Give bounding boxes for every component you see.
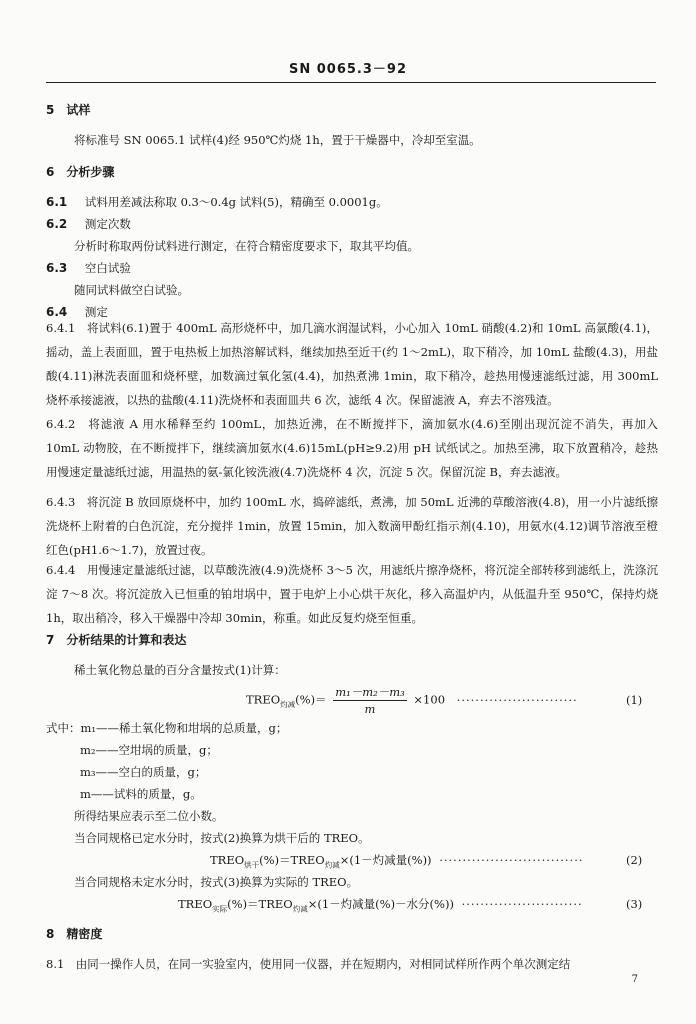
eq1-lhs: TREO (246, 692, 281, 707)
eq1-fraction (333, 684, 407, 717)
eq3-tail: ×(1－灼减量(%)－水分(%)) (307, 897, 454, 911)
equation-2 (210, 852, 584, 873)
clause-6-1 (46, 194, 388, 210)
equation-3 (178, 896, 583, 917)
clause-6-4-4: 6.4.4 用慢速定量滤纸过滤，以草酸洗液(4.9)洗烧杯 3～5 次，用滤纸片擦净烧杯，将沉淀全部转移到滤纸上，洗涤沉淀 7～8 次。将沉淀放入已恒重的铂坩埚中，置于电炉上小心烘干灰化，移入高温炉内，从低温升至 950℃，保持灼烧 1h，取出稍冷，移入干燥器中冷却 30min，称重。如此反复灼烧至恒重。 (46, 563, 658, 625)
eq1-label: (1) (626, 693, 643, 707)
definition-m3: m₃——空白的质量，g； (80, 765, 207, 779)
page-number: 7 (631, 974, 638, 985)
eq2-label: (2) (626, 853, 643, 867)
section-6-title: 6 分析步骤 (46, 165, 115, 179)
eq1-lhs-tail: (%)＝ (295, 692, 327, 707)
eq1-denominator: m (364, 702, 376, 716)
eq2-sub2: 灼减 (324, 860, 340, 870)
clause-6-4-2: 6.4.2 将滤液 A 用水稀释至约 100mL，加热近沸，在不断搅拌下，滴加氨水(4.6)至刚出现沉淀不消失，再加入 10mL 动物胶，在不断搅拌下，继续滴加氨水(4.6)15mL(pH≥9.2)用 pH 试纸试之。加热至沸，取下放置稍冷，趁热用慢速定量滤纸过滤，用温热的氨-氯化铵洗液(4.7)洗烧杯 4 次，沉淀 5 次。保留沉淀 B，弃去滤液。 (46, 417, 658, 479)
clause-6-2-title: 测定次数 (84, 217, 131, 231)
clause-6-4-1: 6.4.1 将试料(6.1)置于 400mL 高形烧杯中，加几滴水润湿试料，小心加入 10mL 硝酸(4.2)和 10mL 高氯酸(4.1)，摇动，盖上表面皿，置于电热板上加热溶解试料，继续加热至近干(约 1～2mL)，取下稍冷，加 10mL 盐酸(4.3)，用盐酸(4.11)淋洗表面皿和烧杯壁，加数滴过氧化氢(4.4)，加热煮沸 1min，取下稍冷，趁热用慢速滤纸过滤，用 300mL 烧杯承接滤液，以热的盐酸(4.11)洗烧杯和表面皿共 6 次，滤纸 4 次。保留滤液 A，弃去不溶残渣。 (46, 321, 658, 407)
eq1-tail: ×100 (413, 692, 446, 707)
eq2-sub1: 烘干 (244, 860, 260, 870)
eq3-leader: ·························· (461, 897, 583, 911)
definition-m: m——试料的质量，g。 (80, 787, 202, 801)
eq3-sub2: 灼减 (292, 904, 308, 914)
section-5-title: 5 试样 (46, 103, 91, 117)
section-7-text-3: 当合同规格未定水分时，按式(3)换算为实际的 TREO。 (74, 875, 359, 889)
eq3-mid: (%)＝TREO (227, 897, 293, 911)
eq1-leader: ·························· (456, 692, 578, 707)
eq3-sub1: 实际 (212, 904, 228, 914)
standard-header: SN 0065.3－92 (288, 62, 408, 77)
clause-6-1-number: 6.1 (46, 195, 68, 209)
section-7-title: 7 分析结果的计算和表达 (46, 633, 187, 647)
clause-6-1-text: 试料用差减法称取 0.3～0.4g 试料(5)，精确至 0.0001g。 (84, 195, 388, 209)
clause-6-2-text: 分析时称取两份试料进行测定，在符合精密度要求下，取其平均值。 (74, 239, 419, 253)
clause-6-3-number: 6.3 (46, 261, 68, 275)
clause-6-4-number: 6.4 (46, 305, 68, 319)
definition-m1: 式中：m₁——稀土氧化物和坩埚的总质量，g； (46, 721, 288, 735)
eq3-label: (3) (626, 897, 643, 911)
eq2-mid: (%)＝TREO (259, 853, 325, 867)
eq3-text: TREO (178, 897, 213, 911)
eq2-text: TREO (210, 853, 245, 867)
equation-1 (246, 684, 578, 717)
eq2-tail: ×(1－灼减量(%)) (339, 853, 432, 867)
eq1-lhs-subscript: 灼减 (280, 699, 296, 709)
section-7-intro: 稀土氧化物总量的百分含量按式(1)计算： (74, 663, 286, 677)
clause-6-4-title: 测定 (84, 305, 108, 319)
clause-6-3-title: 空白试验 (84, 261, 131, 275)
definition-m2: m₂——空坩埚的质量，g； (80, 743, 218, 757)
clause-6-3-text: 随同试料做空白试验。 (74, 283, 189, 297)
clause-6-2-number: 6.2 (46, 217, 68, 231)
header-rule (46, 82, 656, 83)
section-8-title: 8 精密度 (46, 927, 103, 941)
section-5-text: 将标准号 SN 0065.1 试样(4)经 950℃灼烧 1h，置于干燥器中，冷却至室温。 (74, 133, 481, 147)
clause-6-2-heading (46, 216, 131, 232)
clause-6-4-3: 6.4.3 将沉淀 B 放回原烧杯中，加约 100mL 水，捣碎滤纸，煮沸，加 50mL 近沸的草酸溶液(4.8)，用一小片滤纸擦洗烧杯上附着的白色沉淀，充分搅拌 1min，放置 15min，加入数滴甲酚红指示剂(4.10)，用氨水(4.12)调节溶液至橙红色(pH1.6～1.7)，放置过夜。 (46, 495, 658, 557)
section-7-text-1: 所得结果应表示至二位小数。 (74, 809, 224, 823)
clause-8-1: 8.1 由同一操作人员，在同一实验室内，使用同一仪器，并在短期内，对相同试样所作两个单次测定结 (46, 957, 571, 971)
clause-6-3-heading (46, 260, 131, 276)
section-7-text-2: 当合同规格已定水分时，按式(2)换算为烘干后的 TREO。 (74, 831, 370, 845)
eq2-leader: ······························· (439, 853, 584, 867)
eq1-numerator: m₁－m₂－m₃ (335, 685, 405, 699)
